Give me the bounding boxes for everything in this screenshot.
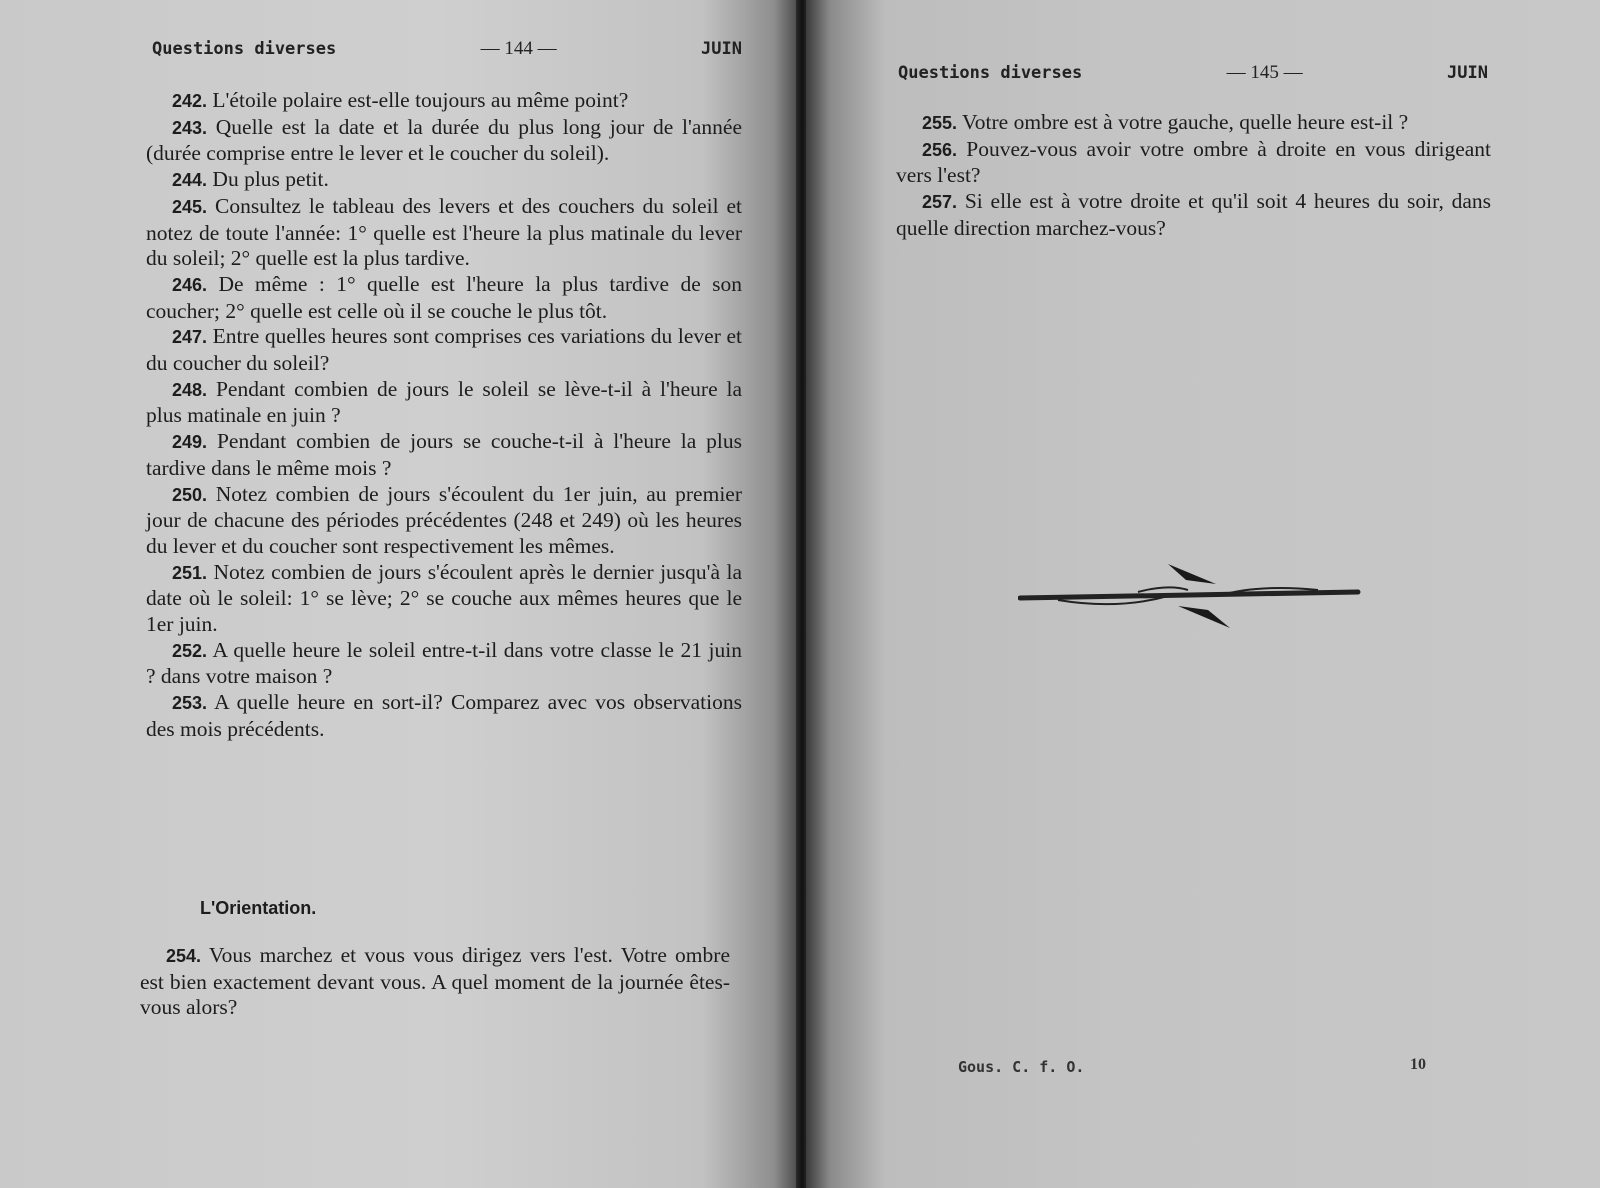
question-249: 249. Pendant combien de jours se couche-t-il à l'heure la plus tardive dans le même mois ? [146,429,742,480]
question-256: 256. Pouvez-vous avoir votre ombre à droite en vous dirigeant vers l'est? [896,136,1492,188]
question-245: 245. Consultez le tableau des levers et des couchers du soleil et notez de toute l'année: 1° quelle est l'heure la plus matinale du lever du soleil; 2° quelle est la plus tardive. [146,193,742,271]
question-247: 247. Entre quelles heures sont comprises ces variations du lever et du coucher du soleil? [146,324,743,376]
right-header-month: JUIN [1447,63,1488,83]
printer-signature: Gous. C. f. O. [958,1058,1085,1076]
flourish-ornament-icon [1018,562,1368,632]
left-header-title: Questions diverses [152,39,337,59]
left-header-month: JUIN [701,39,742,59]
question-243: 243. Quelle est la date et la durée du plus long jour de l'année (durée comprise entre le lever et le coucher du soleil). [146,114,743,166]
question-257: 257. Si elle est à votre droite et qu'il soit 4 heures du soir, dans quelle direction marchez-vous? [896,189,1492,240]
signature-number: 10 [1410,1056,1426,1073]
question-250: 250. Notez combien de jours s'écoulent du 1er juin, au premier jour de chacune des périodes précédentes (248 et 249) où les heures du lever et du coucher sont respectivement les mêmes. [146,481,742,558]
right-page-number: — 145 — [1226,62,1303,83]
question-255: 255. Votre ombre est à votre gauche, quelle heure est-il ? [922,110,1409,134]
question-252: 252. A quelle heure le soleil entre-t-il dans votre classe le 21 juin ? dans votre maison ? [146,637,742,689]
left-questions-block [146,88,742,743]
section-heading-orientation: L'Orientation. [200,898,317,918]
question-254: 254. Vous marchez et vous vous dirigez vers l'est. Votre ombre est bien exactement devant vous. A quel moment de la journée êtes-vous alors? [140,943,730,1020]
right-header-title: Questions diverses [898,63,1083,83]
question-242: 242. L'étoile polaire est-elle toujours au même point? [172,88,629,112]
left-page [0,0,798,1188]
left-orientation-block [140,943,730,1021]
right-questions-block [896,110,1491,242]
question-253: 253. A quelle heure en sort-il? Comparez avec vos observations des mois précédents. [146,690,742,741]
question-244: 244. Du plus petit. [172,167,329,192]
left-page-number: — 144 — [480,38,557,59]
left-running-head [152,38,742,60]
question-248: 248. Pendant combien de jours le soleil se lève-t-il à l'heure la plus matinale en juin ? [146,376,743,428]
question-246: 246. De même : 1° quelle est l'heure la plus tardive de son coucher; 2° quelle est celle où il se couche le plus tôt. [146,271,743,323]
right-running-head [898,62,1488,84]
question-251: 251. Notez combien de jours s'écoulent après le dernier jusqu'à la date où le soleil: 1° se lève; 2° se couche aux mêmes heures que le 1er juin. [146,559,743,637]
right-page [806,0,1600,1188]
